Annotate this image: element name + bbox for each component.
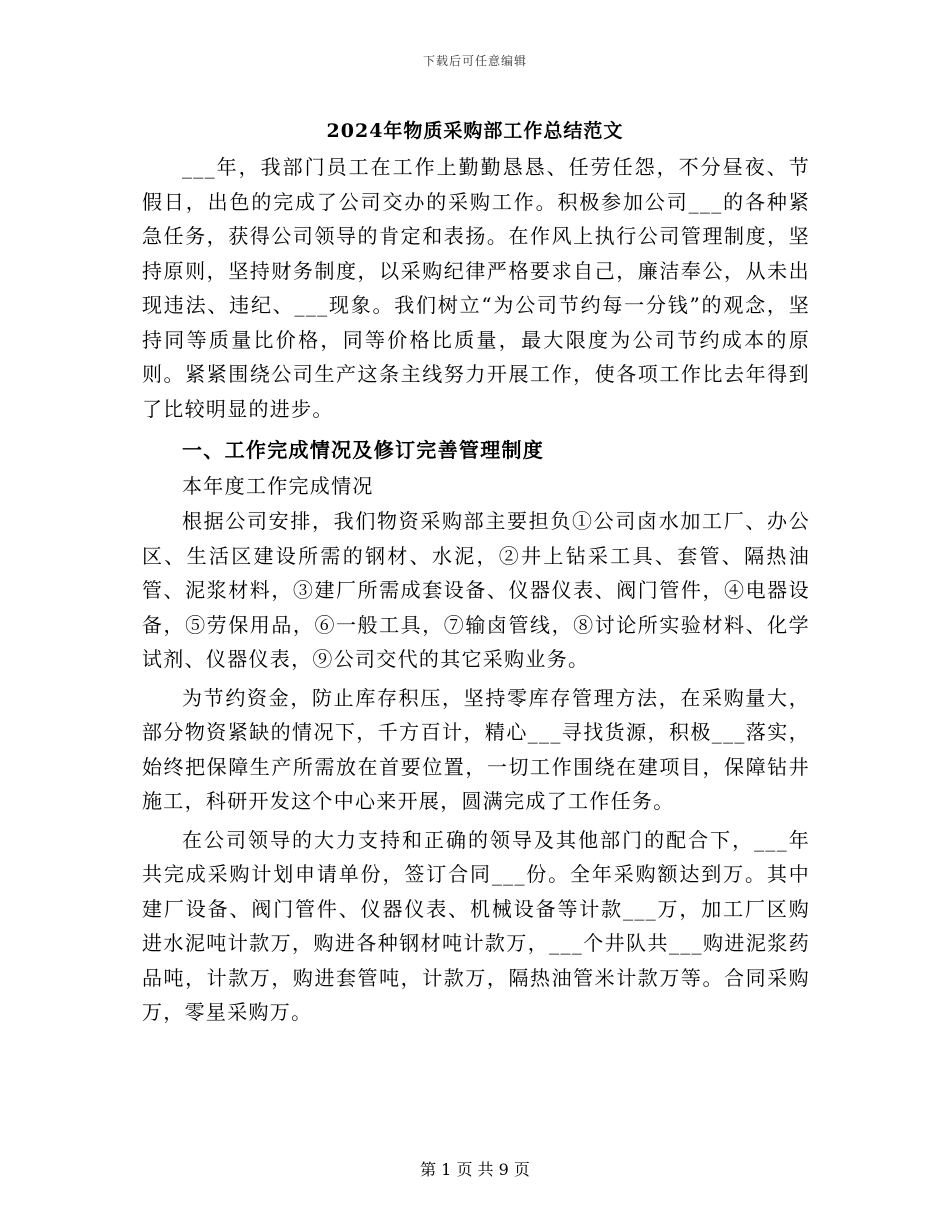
body-paragraph-responsibilities: 根据公司安排，我们物资采购部主要担负①公司卤水加工厂、办公区、生活区建设所需的钢材、水泥，②井上钻采工具、套管、隔热油管、泥浆材料，③建厂所需成套设备、仪器仪表、阀门管件，④电器设备，⑤劳保用品，⑥一般工具，⑦输卤管线，⑧讨论所实验材料、化学试剂、仪器仪表，⑨公司交代的其它采购业务。 xyxy=(142,509,810,671)
page-number: 第 1 页 共 9 页 xyxy=(420,1160,530,1179)
body-paragraph-cost-saving: 为节约资金，防止库存积压，坚持零库存管理方法，在采购量大，部分物资紧缺的情况下，千方百计，精心___寻找货源，积极___落实，始终把保障生产所需放在首要位置，一切工作围绕在建项目，保障钻井施工，科研开发这个中心来开展，圆满完成了工作任务。 xyxy=(142,685,810,813)
page-header-note: 下载后可任意编辑 xyxy=(422,54,527,68)
subsection-heading: 本年度工作完成情况 xyxy=(182,474,374,498)
document-title: 2024年物质采购部工作总结范文 xyxy=(326,120,624,142)
intro-paragraph: ___年，我部门员工在工作上勤勤恳恳、任劳任怨，不分昼夜、节假日，出色的完成了公司交办的采购工作。积极参加公司___的各种紧急任务，获得公司领导的肯定和表扬。在作风上执行公司管理制度，坚持原则，坚持财务制度，以采购纪律严格要求自己，廉洁奉公，从未出现违法、违纪、___现象。我们树立“为公司节约每一分钱”的观念，坚持同等质量比价格，同等价格比质量，最大限度为公司节约成本的原则。紧紧围绕公司生产这条主线努力开展工作，使各项工作比去年得到了比较明显的进步。 xyxy=(142,155,810,421)
section-heading: 一、工作完成情况及修订完善管理制度 xyxy=(182,438,545,462)
body-paragraph-purchase-stats: 在公司领导的大力支持和正确的领导及其他部门的配合下，___年共完成采购计划申请单份，签订合同___份。全年采购额达到万。其中建厂设备、阀门管件、仪器仪表、机械设备等计款___万，加工厂区购进水泥吨计款万，购进各种钢材吨计款万，___个井队共___购进泥浆药品吨，计款万，购进套管吨，计款万，隔热油管米计款万等。合同采购万，零星采购万。 xyxy=(142,827,810,1024)
document-body xyxy=(142,150,810,1030)
